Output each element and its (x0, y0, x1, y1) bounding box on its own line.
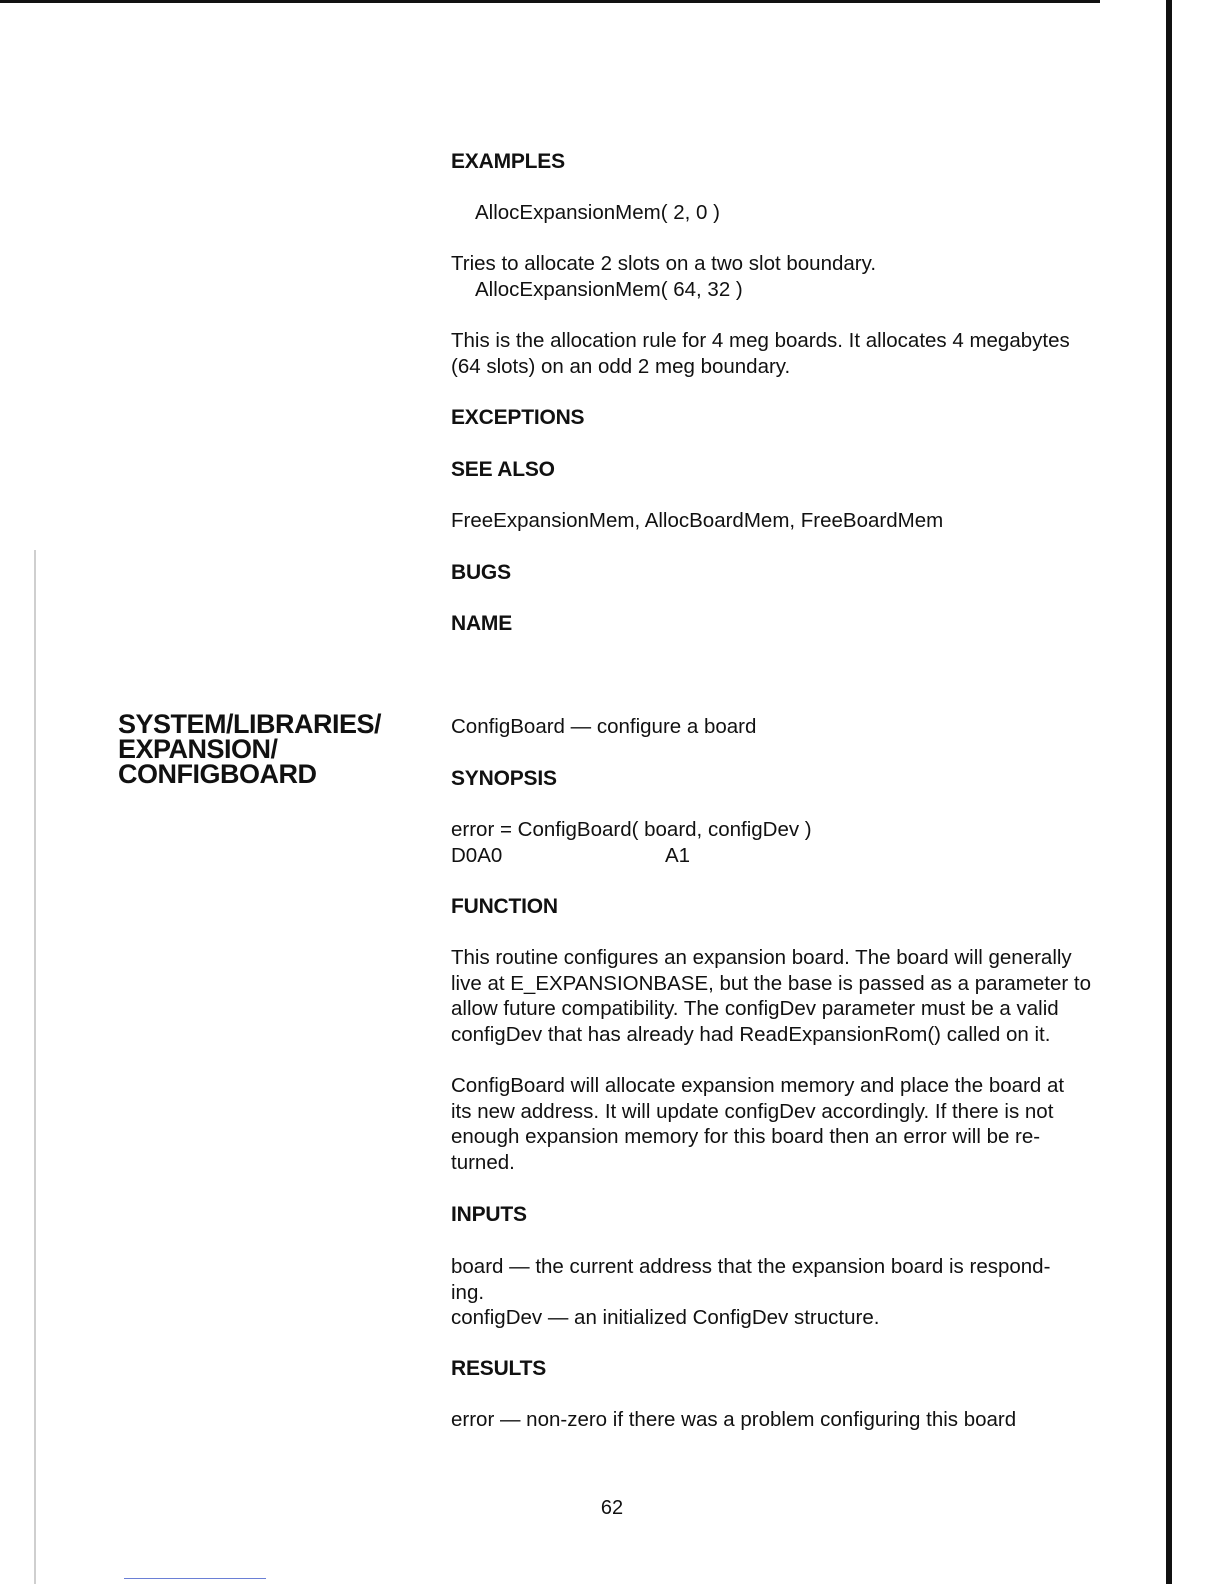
page-left-rule (34, 550, 36, 1584)
results-heading: RESULTS (451, 1357, 547, 1380)
examples-desc-block-2 (451, 328, 1091, 379)
example-code-2: AllocExpansionMem( 64, 32 ) (475, 277, 743, 301)
function-heading: FUNCTION (451, 895, 558, 918)
page-right-rule (1166, 0, 1172, 1584)
inputs-block (451, 1254, 1091, 1331)
function-paragraph-1 (451, 945, 1091, 1047)
see-also-block (451, 508, 1091, 534)
inputs-line-2: ing. (451, 1280, 485, 1304)
example-code-1: AllocExpansionMem( 2, 0 ) (475, 201, 720, 224)
name-block (451, 714, 1091, 740)
bugs-heading: BUGS (451, 561, 511, 584)
function-p2-line-2: its new address. It will update configDev accordingly. If there is not (451, 1099, 1054, 1123)
function-p1-line-4: configDev that has already had ReadExpansionRom() called on it. (451, 1022, 1051, 1046)
side-title-line-1: SYSTEM/LIBRARIES/ (118, 709, 382, 739)
side-title (118, 709, 418, 789)
synopsis-block (451, 817, 1091, 868)
synopsis-line-1: error = ConfigBoard( board, configDev ) (451, 818, 812, 841)
inputs-line-3: configDev — an initialized ConfigDev structure. (451, 1306, 880, 1329)
side-title-line-3: CONFIGBOARD (118, 759, 317, 789)
synopsis-reg-right: A1 (665, 843, 691, 867)
see-also-heading: SEE ALSO (451, 458, 555, 481)
synopsis-reg-left: D0A0 (451, 843, 503, 867)
synopsis-registers (451, 843, 1091, 869)
examples-desc-block-1 (451, 251, 1091, 302)
name-heading: NAME (451, 612, 513, 635)
inputs-line-1: board — the current address that the expansion board is respond- (451, 1255, 1051, 1278)
function-p1-line-1: This routine configures an expansion board. The board will generally (451, 946, 1072, 969)
function-p2-line-3: enough expansion memory for this board then an error will be re- (451, 1125, 1041, 1148)
function-p2-line-1: ConfigBoard will allocate expansion memory and place the board at (451, 1074, 1065, 1097)
function-p2-line-4: turned. (451, 1150, 515, 1174)
side-title-line-2: EXPANSION/ (118, 734, 278, 764)
function-p1-line-3: allow future compatibility. The configDev parameter must be a valid (451, 997, 1059, 1020)
results-block (451, 1407, 1091, 1433)
example-desc-2-line-2: (64 slots) on an odd 2 meg boundary. (451, 354, 791, 378)
function-paragraph-2 (451, 1073, 1091, 1175)
see-also-text: FreeExpansionMem, AllocBoardMem, FreeBoardMem (451, 509, 944, 532)
synopsis-heading: SYNOPSIS (451, 767, 557, 790)
page-bottom-link-rule (124, 1578, 266, 1579)
name-text: ConfigBoard — configure a board (451, 715, 757, 738)
results-text: error — non-zero if there was a problem configuring this board (451, 1408, 1017, 1431)
function-p1-line-2: live at E_EXPANSIONBASE, but the base is passed as a parameter to (451, 971, 1092, 995)
exceptions-heading: EXCEPTIONS (451, 406, 585, 429)
examples-block (451, 200, 1091, 226)
examples-heading: EXAMPLES (451, 150, 565, 173)
inputs-heading: INPUTS (451, 1203, 527, 1226)
example-desc-2-line-1: This is the allocation rule for 4 meg boards. It allocates 4 megabytes (451, 329, 1070, 352)
example-desc-1: Tries to allocate 2 slots on a two slot boundary. (451, 252, 877, 275)
page-top-rule (0, 0, 1100, 3)
page-number: 62 (600, 1497, 624, 1519)
